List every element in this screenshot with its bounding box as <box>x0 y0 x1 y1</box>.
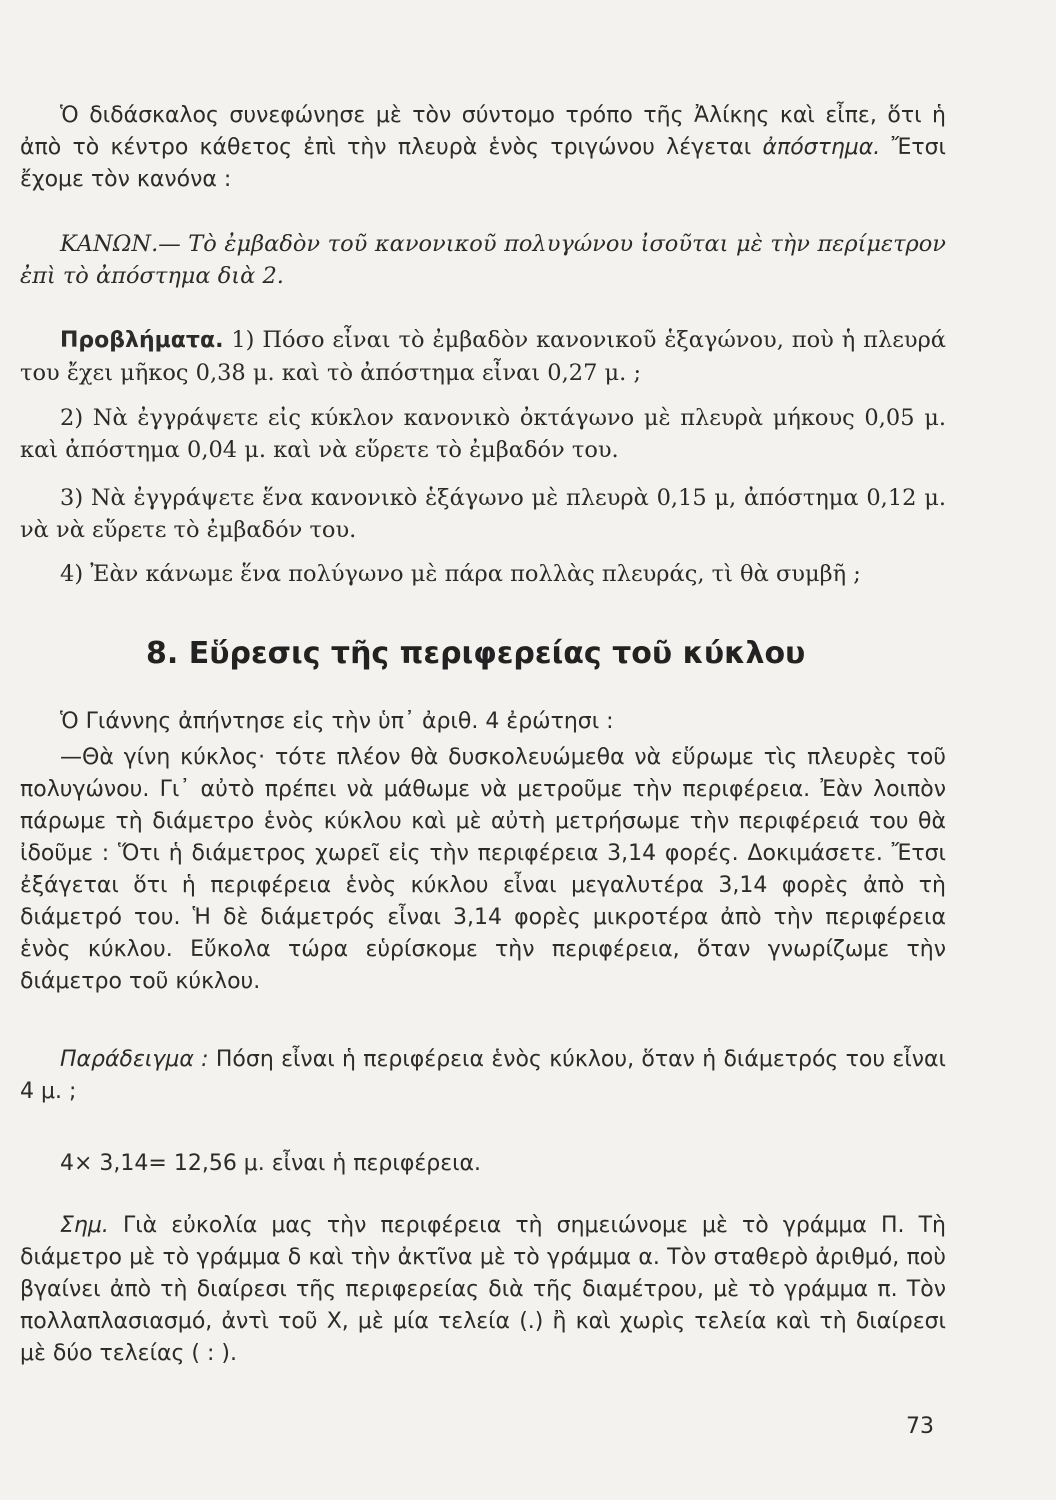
note-label: Σημ. <box>60 1213 109 1238</box>
problem-1 <box>20 324 946 389</box>
note-paragraph <box>20 1210 946 1370</box>
body-paragraph-2: —Θὰ γίνη κύκλος· τότε πλέον θὰ δυσκολευώμεθα νὰ εὕρωμε τὶς πλευρὲς τοῦ πολυγώνου. Γι᾿ αὐτὸ πρέπει νὰ μάθωμε νὰ μετροῦμε τὴν περιφέρεια. Ἐὰν λοιπὸν πάρωμε τὴ διάμετρο ἑνὸς κύκλου καὶ μὲ αὐτὴ μετρήσωμε τὴν περιφέρειά του θὰ ἰδοῦμε : Ὅτι ἡ διάμετρος χωρεῖ εἰς τὴν περιφέρεια 3,14 φορές. Δοκιμάσετε. Ἔτσι ἐξάγεται ὅτι ἡ περιφέρεια ἑνὸς κύκλου εἶναι μεγαλυτέρα 3,14 φορὲς ἀπὸ τὴ διάμετρό του. Ἡ δὲ διάμετρός εἶναι 3,14 φορὲς μικροτέρα ἀπὸ τὴν περιφέρεια ἑνὸς κύκλου. Εὔκολα τώρα εὑρίσκομε τὴν περιφέρεια, ὅταν γνωρίζωμε τὴν διάμετρο τοῦ κύκλου. <box>20 745 946 994</box>
section-heading: 8. Εὕρεσις τῆς περιφερείας τοῦ κύκλου <box>146 636 806 671</box>
problem-2: 2) Νὰ ἐγγράψετε εἰς κύκλον κανονικὸ ὀκτάγωνο μὲ πλευρὰ μήκους 0,05 μ. καὶ ἀπόστημα 0,04 μ. καὶ νὰ εὕρετε τὸ ἐμβαδόν του. <box>20 405 946 463</box>
rule-paragraph: ΚΑΝΩΝ.— Τὸ ἐμβαδὸν τοῦ κανονικοῦ πολυγώνου ἰσοῦται μὲ τὴν περίμετρον ἐπὶ τὸ ἀπόστημα διὰ 2. <box>20 231 946 289</box>
problem-4: 4) Ἐὰν κάνωμε ἕνα πολύγωνο μὲ πάρα πολλὰς πλευράς, τὶ θὰ συμβῆ ; <box>60 561 861 587</box>
intro-text-2: Ἔτσι ἔχομε τὸν κανόνα : <box>20 135 946 192</box>
intro-text: Ὁ διδάσκαλος συνεφώνησε μὲ τὸν σύντομο τρόπο τῆς Ἀλίκης καὶ εἶπε, ὅτι ἡ ἀπὸ τὸ κέντρο κάθετος ἐπὶ τὴν πλευρὰ ἑνὸς τριγώνου λέγεται <box>20 103 946 160</box>
example-label: Παράδειγμα : <box>60 1047 209 1072</box>
example-text: Πόση εἶναι ἡ περιφέρεια ἑνὸς κύκλου, ὅταν ἡ διάμετρός του εἶναι 4 μ. ; <box>20 1047 946 1104</box>
body-paragraph-1: Ὁ Γιάννης ἀπήντησε εἰς τὴν ὑπ᾿ ἀριθ. 4 ἐρώτησι : <box>60 709 614 734</box>
example-paragraph <box>20 1044 946 1108</box>
note-text: Γιὰ εὐκολία μας τὴν περιφέρεια τὴ σημειώνομε μὲ τὸ γράμμα Π. Τὴ διάμετρο μὲ τὸ γράμμα δ καὶ τὴν ἀκτῖνα μὲ τὸ γράμμα α. Τὸν σταθερὸ ἀριθμό, ποὺ βγαίνει ἀπὸ τὴ διαίρεσι τῆς περιφερείας διὰ τῆς διαμέτρου, μὲ τὸ γράμμα π. Τὸν πολλαπλασιασμό, ἀντὶ τοῦ Χ, μὲ μία τελεία (.) ἢ καὶ χωρὶς τελεία καὶ τὴ διαίρεσι μὲ δύο τελείας ( : ). <box>20 1213 946 1366</box>
intro-paragraph <box>20 100 946 196</box>
problems-title: Προβλήματα. <box>60 328 224 353</box>
problem-1-text: 1) Πόσο εἶναι τὸ ἐμβαδὸν κανονικοῦ ἑξαγώνου, ποὺ ἡ πλευρά του ἔχει μῆκος 0,38 μ. καὶ τὸ ἀπόστημα εἶναι 0,27 μ. ; <box>20 327 946 386</box>
example-calculation: 4× 3,14= 12,56 μ. εἶναι ἡ περιφέρεια. <box>60 1151 482 1176</box>
problem-3: 3) Νὰ ἐγγράψετε ἕνα κανονικὸ ἑξάγωνο μὲ πλευρὰ 0,15 μ, ἀπόστημα 0,12 μ. νὰ νὰ εὕρετε τὸ ἐμβαδόν του. <box>20 485 946 543</box>
intro-term: ἀπόστημα. <box>762 135 881 160</box>
page-number: 73 <box>906 1414 934 1439</box>
